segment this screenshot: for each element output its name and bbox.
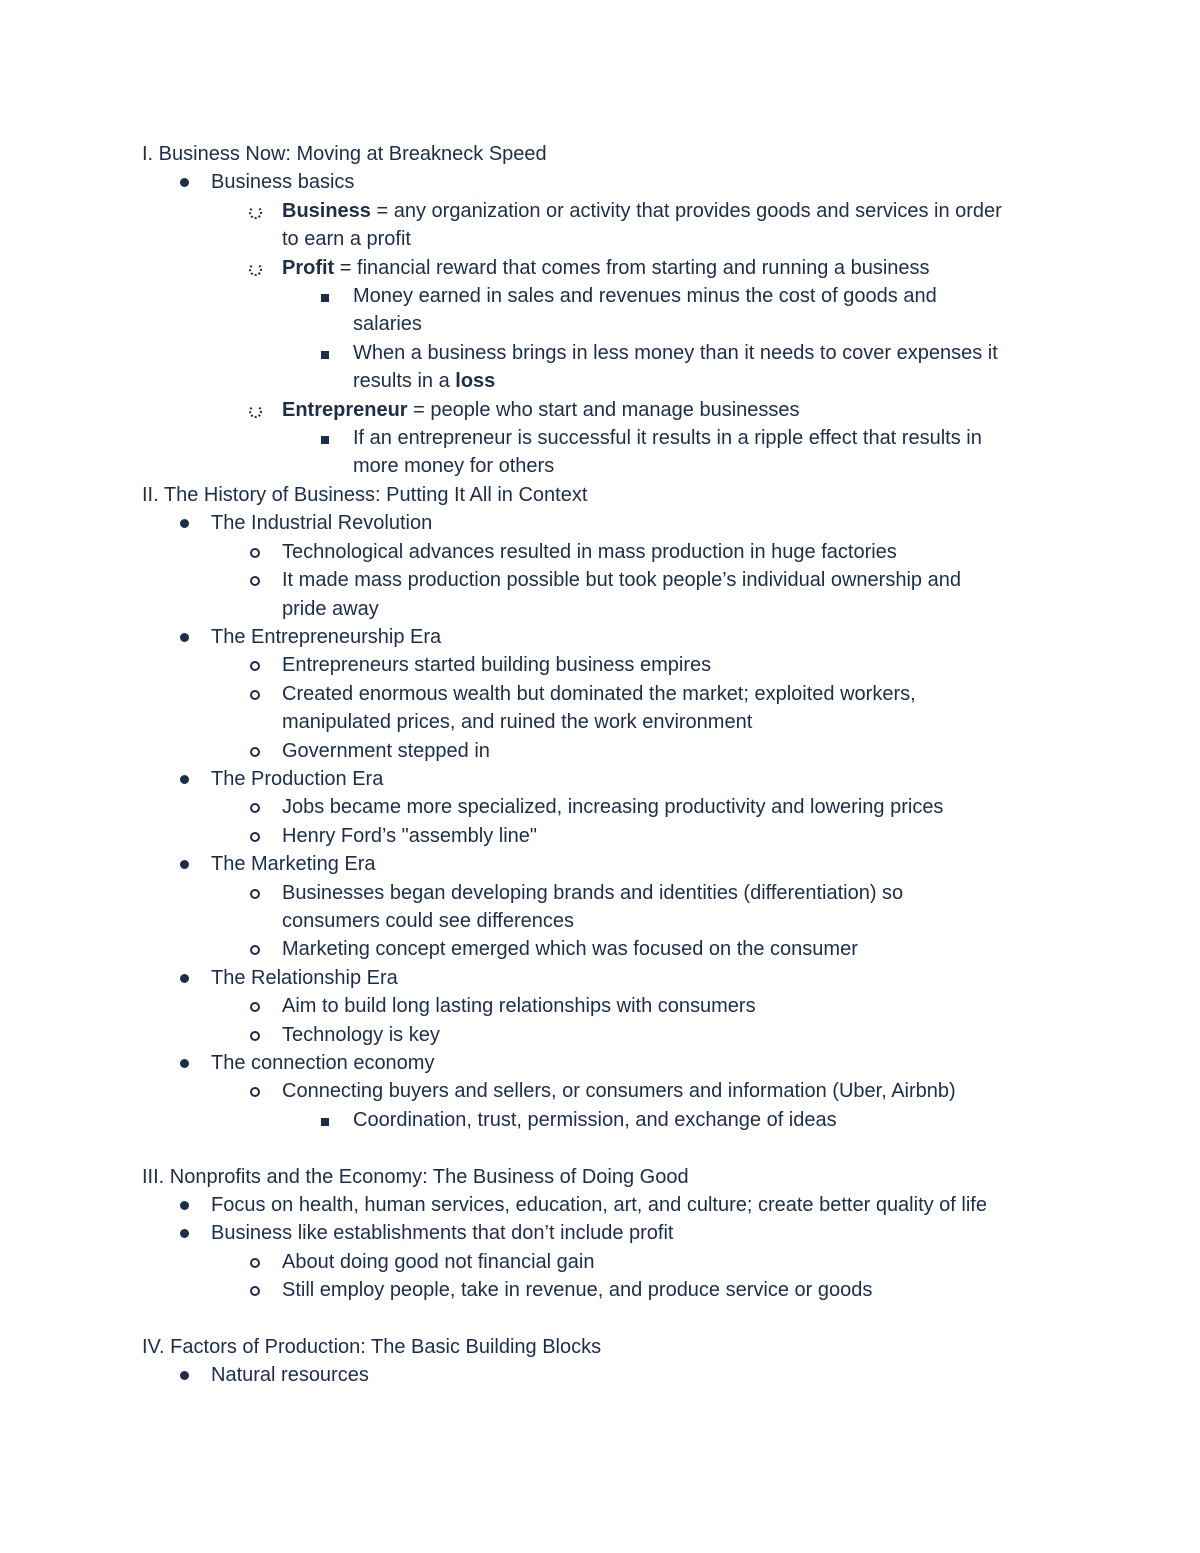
bullet-ring-icon (247, 538, 263, 566)
list-item: Coordination, trust, permission, and exchange of ideas (142, 1106, 1082, 1134)
list-item: Entrepreneurs started building business empires (142, 651, 1082, 679)
list-item: If an entrepreneur is successful it results in a ripple effect that results in (142, 424, 1082, 452)
list-item-continuation: results in a loss (353, 370, 496, 393)
list-item: Money earned in sales and revenues minus the cost of goods and (142, 282, 1082, 310)
list-item: Business like establishments that don’t include profit (142, 1219, 1082, 1247)
list-item: The Relationship Era (142, 964, 1082, 992)
bullet-dot-icon (177, 964, 193, 992)
list-item-continuation: to earn a profit (282, 228, 411, 251)
list-item-continuation: manipulated prices, and ruined the work environment (282, 711, 753, 734)
list-item: Profit = financial reward that comes from starting and running a business (142, 254, 1082, 282)
section-heading-4: IV. Factors of Production: The Basic Building Blocks (142, 1336, 602, 1359)
bullet-ring-icon (247, 1021, 263, 1049)
list-item: The Production Era (142, 765, 1082, 793)
list-item: Businesses began developing brands and identities (differentiation) so (142, 879, 1082, 907)
bullet-ring-icon (247, 566, 263, 594)
list-item: The Entrepreneurship Era (142, 623, 1082, 651)
list-item: Technological advances resulted in mass production in huge factories (142, 538, 1082, 566)
bullet-dot-icon (177, 1049, 193, 1077)
list-item: The Marketing Era (142, 850, 1082, 878)
list-item: Natural resources (142, 1361, 1082, 1389)
bullet-arc-icon (247, 396, 263, 424)
section-heading-1: I. Business Now: Moving at Breakneck Speed (142, 143, 547, 165)
list-item-continuation: salaries (353, 313, 422, 336)
bullet-ring-icon (247, 651, 263, 679)
list-item: The connection economy (142, 1049, 1082, 1077)
list-item: Business basics (142, 168, 1082, 196)
bullet-dot-icon (177, 1219, 193, 1247)
term-business: Business (282, 199, 371, 222)
list-item-continuation: consumers could see differences (282, 909, 575, 932)
list-item: Entrepreneur = people who start and manage businesses (142, 396, 1082, 424)
list-item: Marketing concept emerged which was focused on the consumer (142, 935, 1082, 963)
list-item: Technology is key (142, 1021, 1082, 1049)
list-item: Focus on health, human services, education, art, and culture; create better quality of life (142, 1191, 1082, 1219)
bullet-dot-icon (177, 850, 193, 878)
bullet-square-icon (317, 282, 333, 310)
list-item: Henry Ford’s "assembly line" (142, 822, 1082, 850)
section-heading-3: III. Nonprofits and the Economy: The Business of Doing Good (142, 1165, 689, 1188)
spacer (142, 1134, 1082, 1162)
bullet-ring-icon (247, 793, 263, 821)
list-item: Created enormous wealth but dominated the market; exploited workers, (142, 680, 1082, 708)
bullet-ring-icon (247, 879, 263, 907)
list-item-continuation: pride away (282, 597, 379, 620)
list-item: Aim to build long lasting relationships with consumers (142, 992, 1082, 1020)
term-loss: loss (455, 370, 496, 393)
list-item-continuation: more money for others (353, 455, 555, 478)
bullet-square-icon (317, 1106, 333, 1134)
outline (142, 140, 1082, 1390)
list-item: Jobs became more specialized, increasing productivity and lowering prices (142, 793, 1082, 821)
bullet-ring-icon (247, 1248, 263, 1276)
list-item: Business = any organization or activity that provides goods and services in order (142, 197, 1082, 225)
bullet-square-icon (317, 424, 333, 452)
bullet-dot-icon (177, 168, 193, 196)
term-entrepreneur: Entrepreneur (282, 398, 408, 421)
bullet-ring-icon (247, 737, 263, 765)
list-item: When a business brings in less money than it needs to cover expenses it (142, 339, 1082, 367)
list-item: Government stepped in (142, 737, 1082, 765)
bullet-dot-icon (177, 1361, 193, 1389)
term-profit: Profit (282, 256, 335, 279)
list-item: Connecting buyers and sellers, or consumers and information (Uber, Airbnb) (142, 1077, 1082, 1105)
bullet-ring-icon (247, 680, 263, 708)
spacer (142, 1305, 1082, 1333)
section-heading-2: II. The History of Business: Putting It All in Context (142, 483, 588, 506)
bullet-arc-icon (247, 254, 263, 282)
list-item: Still employ people, take in revenue, and produce service or goods (142, 1276, 1082, 1304)
bullet-dot-icon (177, 623, 193, 651)
bullet-dot-icon (177, 509, 193, 537)
bullet-arc-icon (247, 197, 263, 225)
bullet-ring-icon (247, 1077, 263, 1105)
bullet-ring-icon (247, 1276, 263, 1304)
bullet-ring-icon (247, 935, 263, 963)
bullet-square-icon (317, 339, 333, 367)
list-item: About doing good not financial gain (142, 1248, 1082, 1276)
list-item: The Industrial Revolution (142, 509, 1082, 537)
list-item: It made mass production possible but took people’s individual ownership and (142, 566, 1082, 594)
bullet-dot-icon (177, 1191, 193, 1219)
bullet-dot-icon (177, 765, 193, 793)
bullet-ring-icon (247, 992, 263, 1020)
bullet-ring-icon (247, 822, 263, 850)
